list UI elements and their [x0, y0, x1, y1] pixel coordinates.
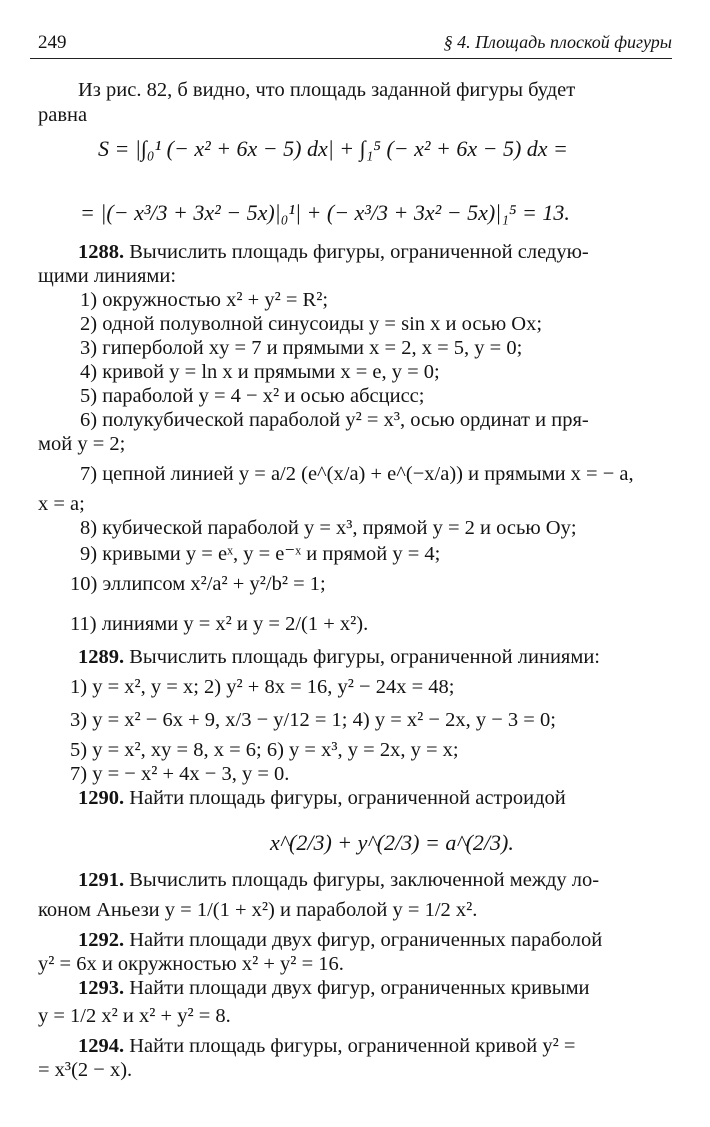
problem-1288-item-10: 10) эллипсом x²/a² + y²/b² = 1; — [70, 573, 326, 595]
problem-1288-item-4: 4) кривой y = ln x и прямыми x = e, y = 0; — [80, 361, 440, 383]
problem-1288-item-11: 11) линиями y = x² и y = 2/(1 + x²). — [70, 613, 369, 635]
problem-1294-line-1: 1294. Найти площадь фигуры, ограниченной кривой y² = — [78, 1035, 576, 1057]
problem-1293-line-1: 1293. Найти площади двух фигур, ограниченных кривыми — [78, 977, 590, 999]
problem-1288-item-8: 8) кубической параболой y = x³, прямой y = 2 и осью Oy; — [80, 517, 577, 539]
problem-1292-line-2: y² = 6x и окружностью x² + y² = 16. — [38, 953, 344, 975]
problem-1288-item-7: 7) цепной линией y = a/2 (e^(x/a) + e^(−x/a)) и прямыми x = − a, — [80, 463, 634, 485]
problem-1289-line-1: 1289. Вычислить площадь фигуры, ограниченной линиями: — [78, 646, 600, 668]
formula-evaluation: = |(− x³/3 + 3x² − 5x)|₀¹| + (− x³/3 + 3x² − 5x)|₁⁵ = 13. — [80, 200, 570, 225]
problem-number-1288: 1288. — [78, 241, 125, 263]
problem-1289-row-3: 5) y = x², xy = 8, x = 6; 6) y = x³, y = 2x, y = x; — [70, 739, 459, 761]
problem-1289-row-1: 1) y = x², y = x; 2) y² + 8x = 16, y² − 24x = 48; — [70, 676, 455, 698]
problem-1293-line-2: y = 1/2 x² и x² + y² = 8. — [38, 1005, 231, 1027]
problem-1289-row-2: 3) y = x² − 6x + 9, x/3 − y/12 = 1; 4) y = x² − 2x, y − 3 = 0; — [70, 709, 556, 731]
problem-1292-line-1: 1292. Найти площади двух фигур, ограниченных параболой — [78, 929, 603, 951]
formula-astroid: x^(2/3) + y^(2/3) = a^(2/3). — [270, 830, 514, 855]
problem-number-1291: 1291. — [78, 869, 125, 891]
problem-1289-row-4: 7) y = − x² + 4x − 3, y = 0. — [70, 763, 290, 785]
problem-number-1289: 1289. — [78, 646, 125, 668]
intro-line-1: Из рис. 82, б видно, что площадь заданной фигуры будет — [78, 79, 576, 101]
page-header — [30, 30, 672, 59]
formula-integral: S = |∫₀¹ (− x² + 6x − 5) dx| + ∫₁⁵ (− x² + 6x − 5) dx = — [98, 136, 568, 161]
problem-1288-item-7-cont: x = a; — [38, 493, 85, 515]
page-number: 249 — [38, 32, 67, 53]
intro-line-2: равна — [38, 104, 88, 126]
problem-1288-item-6: 6) полукубической параболой y² = x³, осью ординат и пря- — [80, 409, 589, 431]
problem-1288-item-3: 3) гиперболой xy = 7 и прямыми x = 2, x = 5, y = 0; — [80, 337, 523, 359]
problem-1288-item-1: 1) окружностью x² + y² = R²; — [80, 289, 329, 311]
problem-number-1294: 1294. — [78, 1035, 125, 1057]
problem-1288-item-9: 9) кривыми y = eˣ, y = e⁻ˣ и прямой y = 4; — [80, 543, 441, 565]
problem-number-1292: 1292. — [78, 929, 125, 951]
problem-number-1290: 1290. — [78, 787, 125, 809]
problem-1288-line-2: щими линиями: — [38, 265, 177, 287]
problem-1290-line-1: 1290. Найти площадь фигуры, ограниченной астроидой — [78, 787, 566, 809]
running-title: § 4. Площадь плоской фигуры — [443, 32, 672, 52]
problem-1291-line-2: коном Аньези y = 1/(1 + x²) и параболой y = 1/2 x². — [38, 899, 478, 921]
problem-1288-line-1: 1288. Вычислить площадь фигуры, ограниченной следую- — [78, 241, 589, 263]
problem-number-1293: 1293. — [78, 977, 125, 999]
problem-1288-item-5: 5) параболой y = 4 − x² и осью абсцисс; — [80, 385, 425, 407]
problem-1288-item-6-cont: мой y = 2; — [38, 433, 126, 455]
problem-1288-item-2: 2) одной полуволной синусоиды y = sin x и осью Ox; — [80, 313, 543, 335]
problem-1291-line-1: 1291. Вычислить площадь фигуры, заключенной между ло- — [78, 869, 600, 891]
problem-1294-line-2: = x³(2 − x). — [38, 1059, 133, 1081]
